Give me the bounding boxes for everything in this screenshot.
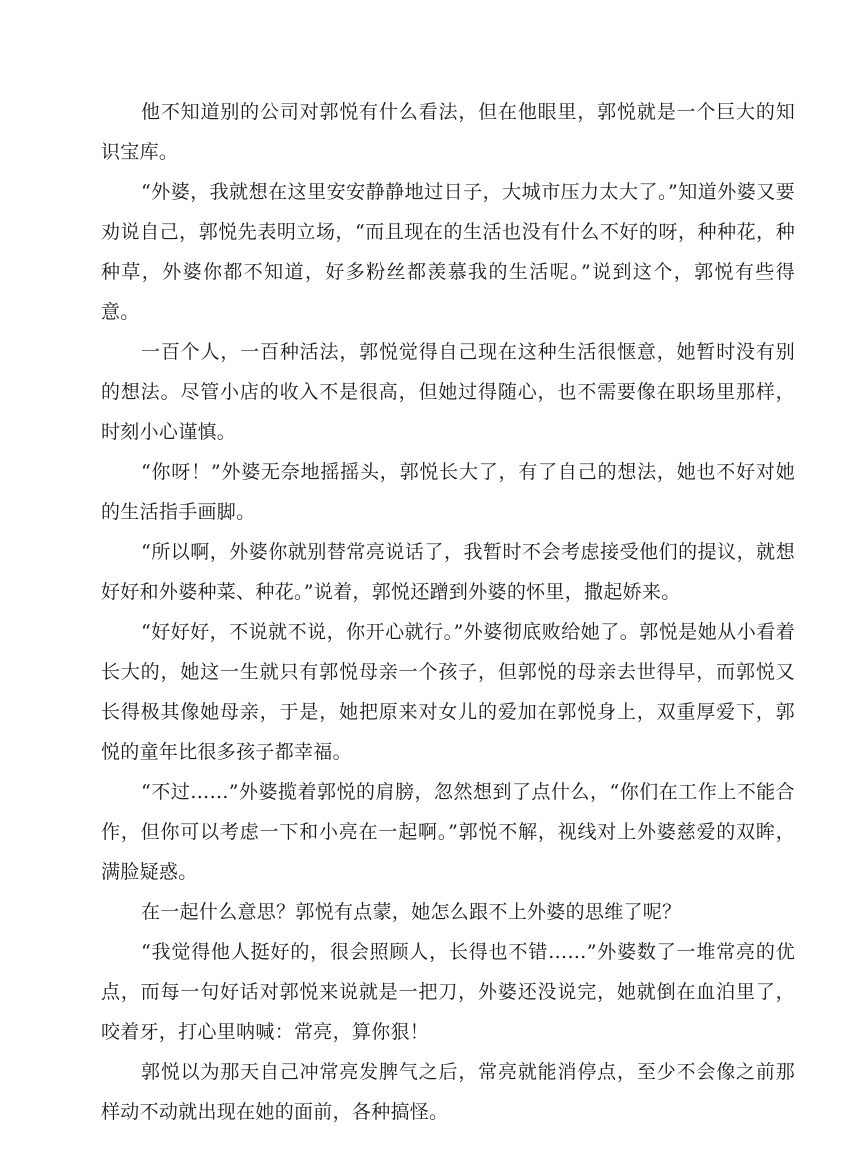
paragraph-10: 郭悦以为那天自己冲常亮发脾气之后，常亮就能消停点，至少不会像之前那样动不动就出现在她的面前，各种搞怪。 [101,1061,795,1123]
paragraph-5: “所以啊，外婆你就别替常亮说话了，我暂时不会考虑接受他们的提议，就想好好和外婆种菜、种花。”说着，郭悦还蹭到外婆的怀里，撒起娇来。 [101,541,795,603]
body-text [101,92,795,1132]
paragraph-2: “外婆，我就想在这里安安静静地过日子，大城市压力太大了。”知道外婆又要劝说自己，郭悦先表明立场，“而且现在的生活也没有什么不好的呀，种种花，种种草，外婆你都不知道，好多粉丝都羡慕我的生活呢。”说到这个，郭悦有些得意。 [101,181,795,323]
paragraph-3: 一百个人，一百种活法，郭悦觉得自己现在这种生活很惬意，她暂时没有别的想法。尽管小店的收入不是很高，但她过得随心，也不需要像在职场里那样，时刻小心谨慎。 [101,341,795,443]
paragraph-1: 他不知道别的公司对郭悦有什么看法，但在他眼里，郭悦就是一个巨大的知识宝库。 [101,101,795,163]
paragraph-4: “你呀！”外婆无奈地摇摇头，郭悦长大了，有了自己的想法，她也不好对她的生活指手画脚。 [101,461,795,523]
paragraph-8: 在一起什么意思？郭悦有点蒙，她怎么跟不上外婆的思维了呢？ [141,901,682,923]
paragraph-6: “好好好，不说就不说，你开心就行。”外婆彻底败给她了。郭悦是她从小看着长大的，她这一生就只有郭悦母亲一个孩子，但郭悦的母亲去世得早，而郭悦又长得极其像她母亲，于是，她把原来对女儿的爱加在郭悦身上，双重厚爱下，郭悦的童年比很多孩子都幸福。 [101,621,795,763]
paragraph-9: “我觉得他人挺好的，很会照顾人，长得也不错……”外婆数了一堆常亮的优点，而每一句好话对郭悦来说就是一把刀，外婆还没说完，她就倒在血泊里了，咬着牙，打心里呐喊：常亮，算你狠！ [101,941,795,1043]
paragraph-7: “不过……”外婆揽着郭悦的肩膀，忽然想到了点什么，“你们在工作上不能合作，但你可以考虑一下和小亮在一起啊。”郭悦不解，视线对上外婆慈爱的双眸，满脸疑惑。 [101,781,795,883]
